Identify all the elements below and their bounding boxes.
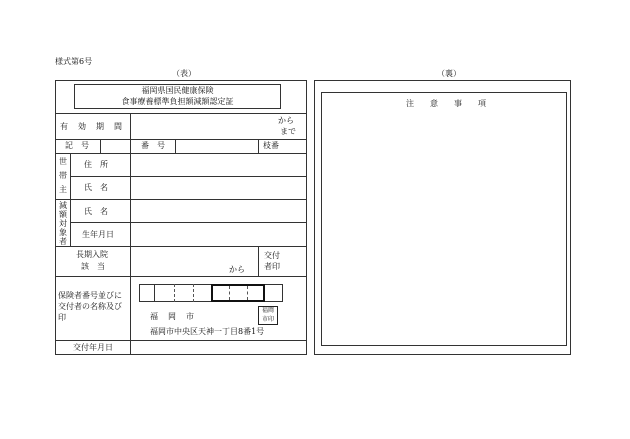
title-line-1: 福岡県国民健康保険	[141, 86, 214, 95]
group-char: 世	[59, 157, 67, 166]
group-char: 額	[59, 210, 67, 219]
front-side-label: （表）	[172, 69, 196, 78]
group-char: 減	[59, 201, 67, 210]
back-side-label: （裏）	[437, 69, 461, 78]
digit-divider	[193, 284, 194, 302]
group-char: 主	[59, 185, 67, 194]
rule	[100, 139, 101, 153]
subject-name-label: 氏 名	[84, 207, 108, 216]
digit-divider	[154, 284, 155, 302]
digit-divider	[174, 284, 175, 302]
group-char: 者	[59, 237, 67, 246]
rule	[55, 276, 307, 277]
long-stay-label-1: 長期入院	[76, 250, 108, 259]
validity-label: 有 効 期 間	[60, 122, 123, 131]
digit-divider	[247, 286, 248, 300]
rule	[130, 153, 131, 276]
group-char: 象	[59, 228, 67, 237]
household-head-group-label	[56, 157, 70, 195]
head-name-label: 氏 名	[84, 183, 108, 192]
rule	[258, 139, 259, 153]
rule	[175, 139, 176, 153]
insurer-label-1: 保険者番号並びに	[58, 291, 122, 300]
insurer-label-2: 交付者の名称及び	[58, 302, 122, 311]
group-char: 対	[59, 219, 67, 228]
rule	[130, 113, 131, 139]
long-stay-label-2: 該 当	[81, 262, 105, 271]
issue-date-label: 交付年月日	[73, 343, 113, 352]
rule	[130, 276, 131, 355]
title-line-2: 食事療養標準負担額減額認定証	[121, 97, 234, 106]
rule	[55, 199, 307, 200]
city-seal-text-2: 市印	[261, 316, 274, 323]
issuer-name: 福 岡 市	[150, 312, 195, 321]
dob-label: 生年月日	[82, 230, 114, 239]
rule	[258, 246, 259, 276]
rule	[55, 153, 307, 154]
issuer-stamp-label-1: 交付	[264, 251, 280, 260]
edaban-label: 枝番	[263, 141, 279, 150]
insurer-label-3: 印	[58, 313, 66, 322]
rule	[70, 153, 71, 246]
rule	[55, 246, 307, 247]
rule	[70, 222, 307, 223]
issuer-address: 福岡市中央区天神一丁目8番1号	[150, 327, 265, 336]
form-number: 様式第6号	[55, 57, 93, 66]
bango-label: 番 号	[141, 141, 165, 150]
long-stay-from: から	[229, 265, 245, 274]
back-card-inner-border	[321, 92, 567, 346]
rule	[70, 176, 307, 177]
rule	[130, 139, 131, 153]
address-label: 住 所	[84, 160, 108, 169]
validity-from: から	[278, 116, 294, 125]
rule	[55, 113, 307, 114]
issuer-stamp-label-2: 者印	[264, 262, 280, 271]
insurer-number-bold-box	[211, 284, 265, 302]
group-char: 帯	[59, 171, 67, 180]
city-seal-text-1: 福岡	[261, 307, 274, 314]
digit-divider	[229, 286, 230, 300]
reduction-subject-group-label	[56, 201, 70, 246]
notes-title: 注 意 事 項	[406, 99, 486, 108]
rule	[55, 340, 307, 341]
rule	[55, 139, 307, 140]
kigo-label: 記 号	[65, 141, 89, 150]
validity-to: まで	[280, 127, 296, 136]
